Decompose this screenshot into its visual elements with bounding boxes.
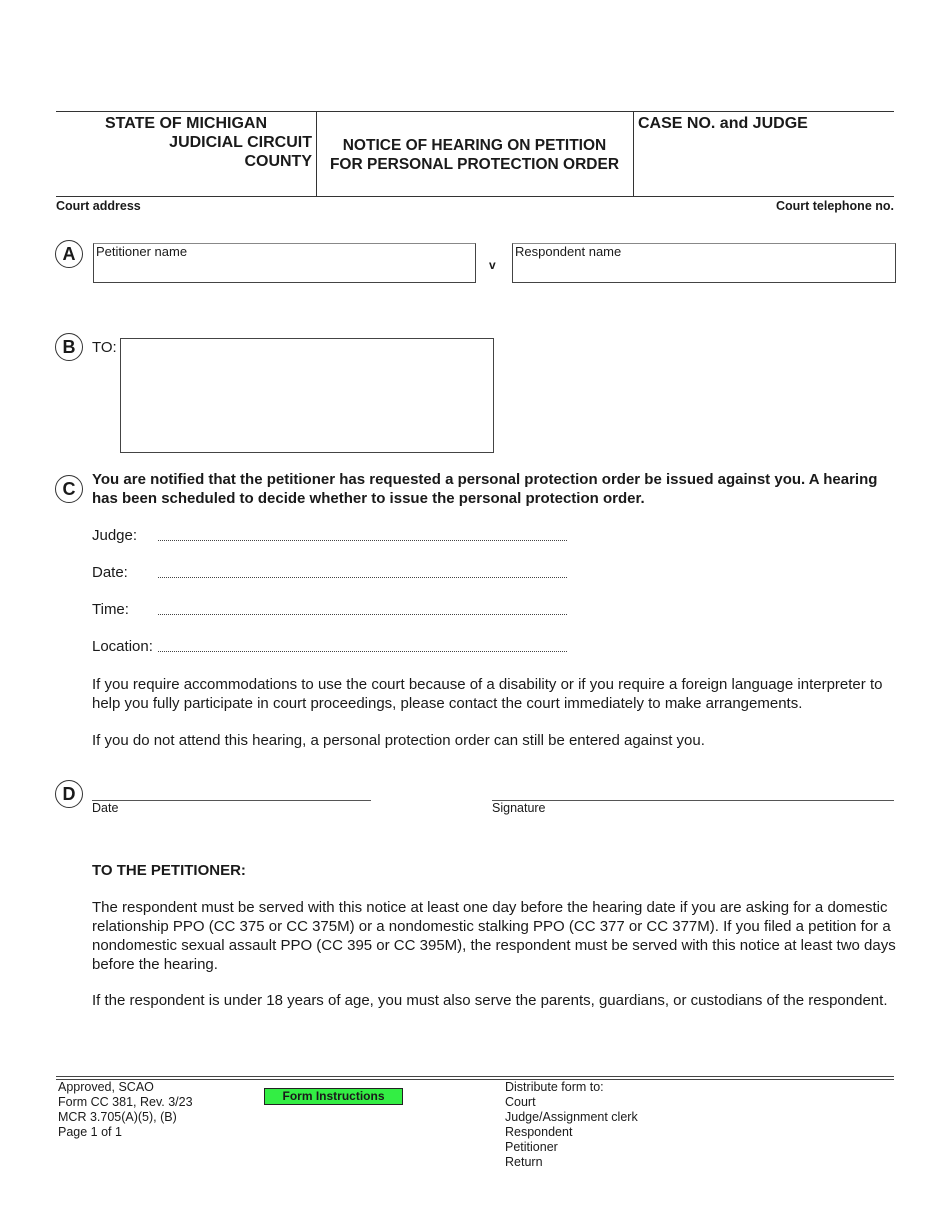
approved-text: Approved, SCAO	[58, 1080, 154, 1094]
footer-rule-1	[56, 1076, 894, 1077]
court-address-field[interactable]	[56, 214, 894, 234]
signature-field[interactable]	[492, 800, 894, 801]
section-a-marker: A	[55, 240, 83, 268]
time-label: Time:	[92, 601, 129, 618]
signature-date-label: Date	[92, 801, 119, 815]
judge-label: Judge:	[92, 527, 138, 544]
versus-label: v	[489, 258, 496, 272]
court-telephone-label: Court telephone no.	[775, 199, 894, 213]
case-no-field[interactable]	[640, 136, 890, 192]
distribute-item: Return	[505, 1155, 543, 1169]
court-address-label: Court address	[56, 199, 141, 213]
section-b-marker: B	[55, 333, 83, 361]
date-field[interactable]	[158, 577, 567, 578]
time-field[interactable]	[158, 614, 567, 615]
section-c-marker: C	[55, 475, 83, 503]
signature-date-field[interactable]	[92, 800, 371, 801]
respondent-name-field[interactable]	[512, 243, 896, 283]
form-title-line2: FOR PERSONAL PROTECTION ORDER	[329, 156, 620, 173]
accommodations-text: If you require accommodations to use the court because of a disability or if you require a foreign language interpreter to help you fully participate in court proceedings, please contact the court immediately to make arrangements.	[92, 676, 883, 712]
service-requirements-text: The respondent must be served with this notice at least one day before the hearing date if you are asking for a domestic relationship PPO (CC 375 or CC 375M) or a nondomestic stalking PPO (CC 377 or CC 377M). If you filed a petition for a nondomestic sexual assault PPO (CC 395 or CC 395M), the respondent must be served with this notice at least two days before the hearing.	[92, 899, 896, 973]
mcr-text: MCR 3.705(A)(5), (B)	[58, 1110, 177, 1124]
distribute-item: Judge/Assignment clerk	[505, 1110, 638, 1124]
case-no-label: CASE NO. and JUDGE	[638, 115, 808, 132]
section-d-marker: D	[55, 780, 83, 808]
circuit-label: JUDICIAL CIRCUIT	[169, 134, 312, 151]
page-number-text: Page 1 of 1	[58, 1125, 122, 1139]
petitioner-notice-heading: TO THE PETITIONER:	[92, 862, 246, 879]
respondent-name-label: Respondent name	[515, 244, 622, 259]
county-label: COUNTY	[244, 153, 312, 170]
non-attendance-text: If you do not attend this hearing, a personal protection order can still be entered against you.	[92, 732, 705, 749]
distribute-heading: Distribute form to:	[505, 1080, 604, 1094]
hearing-notice-text: You are notified that the petitioner has requested a personal protection order be issued against you. A hearing has been scheduled to decide whether to issue the personal protection order.	[92, 471, 878, 507]
judge-field[interactable]	[158, 540, 567, 541]
petitioner-name-field[interactable]	[93, 243, 476, 283]
header-top-rule	[56, 111, 894, 112]
header-bottom-rule	[56, 196, 894, 197]
header-divider-right	[633, 111, 634, 196]
distribution-list	[505, 1080, 638, 1170]
to-address-field[interactable]	[120, 338, 494, 453]
distribute-item: Respondent	[505, 1125, 573, 1139]
form-title-line1: NOTICE OF HEARING ON PETITION	[342, 137, 607, 154]
distribute-item: Court	[505, 1095, 536, 1109]
minor-respondent-text: If the respondent is under 18 years of age, you must also serve the parents, guardians, or custodians of the respondent.	[92, 992, 888, 1009]
date-label: Date:	[92, 564, 128, 581]
location-label: Location:	[92, 638, 153, 655]
header-divider-left	[316, 111, 317, 196]
to-label: TO:	[92, 339, 117, 356]
footer-form-info	[58, 1080, 193, 1140]
signature-label: Signature	[492, 801, 546, 815]
distribute-item: Petitioner	[505, 1140, 558, 1154]
form-instructions-button[interactable]: Form Instructions	[264, 1088, 403, 1105]
petitioner-name-label: Petitioner name	[96, 244, 188, 259]
location-field[interactable]	[158, 651, 567, 652]
state-label: STATE OF MICHIGAN	[104, 115, 267, 132]
form-number-text: Form CC 381, Rev. 3/23	[58, 1095, 193, 1109]
